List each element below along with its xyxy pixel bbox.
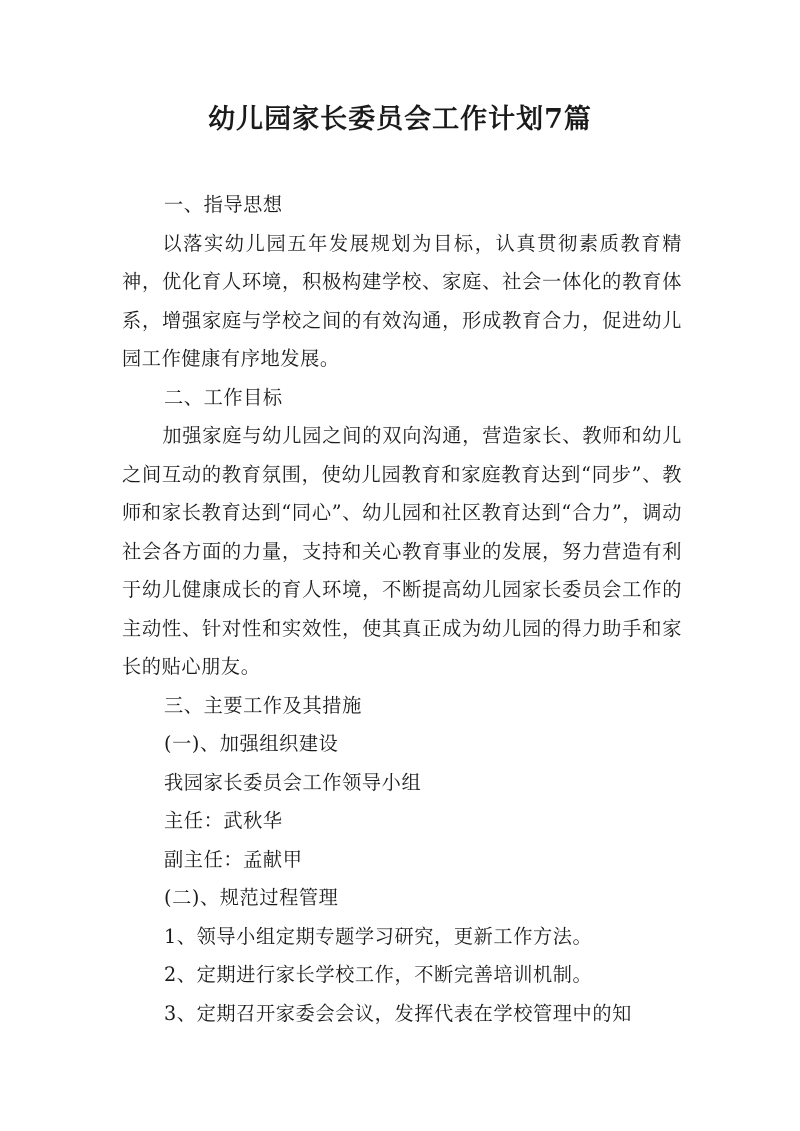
list-line-leadership-group: 我园家长委员会工作领导小组	[164, 770, 422, 794]
list-line-deputy-director: 副主任：孟献甲	[164, 847, 303, 871]
paragraph-work-goals: 加强家庭与幼儿园之间的双向沟通，营造家长、教师和幼儿之间互动的教育氛围，使幼儿园教育和家庭教育达到“同步”、教师和家长教育达到“同心”、幼儿园和社区教育达到“合力”，调动社会各方面的力量，支持和关心教育事业的发展，努力营造有利于幼儿健康成长的育人环境，不断提高幼儿园家长委员会工作的主动性、针对性和实效性，使其真正成为幼儿园的得力助手和家长的贴心朋友。	[122, 424, 682, 678]
subsection-heading-organization: (一)、加强组织建设	[164, 732, 339, 755]
section-heading-main-work: 三、主要工作及其措施	[164, 693, 362, 717]
list-item-2: 2、定期进行家长学校工作，不断完善培训机制。	[164, 963, 593, 986]
section-heading-work-goals: 二、工作目标	[164, 385, 283, 409]
subsection-heading-process-management: (二)、规范过程管理	[164, 886, 339, 909]
list-item-1: 1、领导小组定期专题学习研究，更新工作方法。	[164, 924, 593, 948]
list-line-director: 主任：武秋华	[164, 809, 283, 832]
document-title: 幼儿园家长委员会工作计划7篇	[208, 104, 592, 135]
document-body	[122, 186, 682, 1033]
section-heading-guiding-ideology: 一、指导思想	[164, 193, 283, 216]
paragraph-guiding-ideology: 以落实幼儿园五年发展规划为目标，认真贯彻素质教育精神，优化育人环境，积极构建学校、家庭、社会一体化的教育体系，增强家庭与学校之间的有效沟通，形成教育合力，促进幼儿园工作健康有序地发展。	[122, 231, 682, 370]
list-item-3: 3、定期召开家委会会议，发挥代表在学校管理中的知	[164, 1001, 632, 1025]
